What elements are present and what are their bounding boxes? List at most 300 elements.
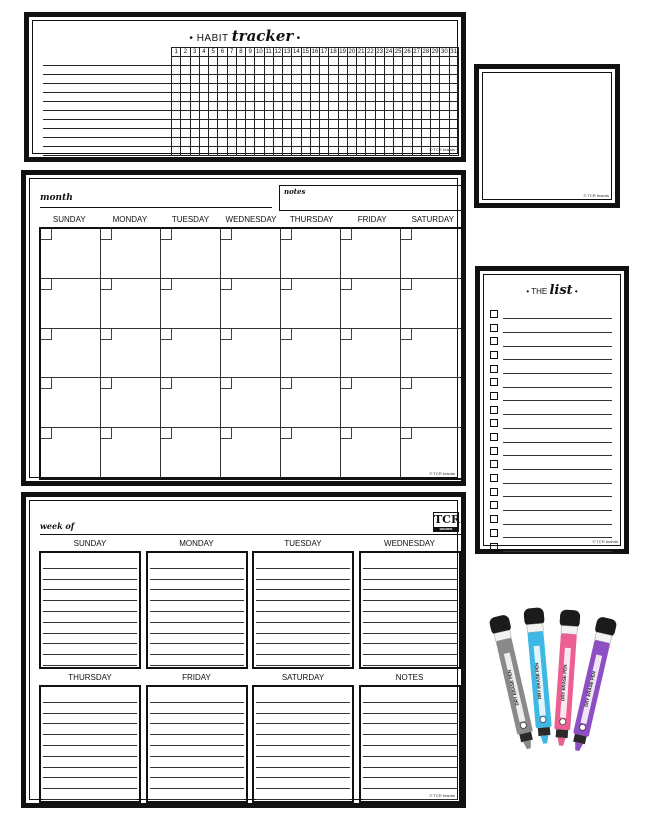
habit-check-cell (320, 111, 329, 120)
habit-day-number: 29 (431, 49, 439, 55)
habit-check-cell (311, 120, 320, 129)
habit-check-cell (450, 111, 459, 120)
writing-line (43, 703, 137, 714)
habit-check-cell (255, 102, 264, 111)
calendar-notes-label: notes (284, 187, 306, 196)
habit-check-cell (228, 138, 237, 147)
habit-day-number: 16 (311, 49, 319, 55)
habit-check-cell (422, 75, 431, 84)
marker-label-text: DRY ERASE PEN (534, 662, 543, 700)
habit-check-cell (200, 147, 209, 156)
checkbox-icon (490, 543, 498, 551)
habit-check-cell (431, 66, 440, 75)
habit-check-cell (228, 93, 237, 102)
habit-check-cell (450, 75, 459, 84)
habit-check-cell (385, 111, 394, 120)
habit-check-cell (265, 102, 274, 111)
weekly-inner-border (29, 500, 461, 800)
list-line (503, 308, 612, 319)
calendar-inner-border (29, 178, 458, 478)
habit-check-cell (302, 75, 311, 84)
habit-check-cell (366, 102, 375, 111)
habit-check-cell (246, 75, 255, 84)
calendar-day-cell (41, 378, 101, 428)
habit-day-number: 12 (274, 49, 282, 55)
habit-check-cell (385, 66, 394, 75)
calendar-day-cell (281, 329, 341, 379)
habit-check-cell (200, 111, 209, 120)
habit-check-cell (302, 93, 311, 102)
habit-title-suffix: • (296, 33, 301, 44)
habit-day-number: 30 (441, 49, 448, 55)
habit-check-cell (348, 57, 357, 66)
habit-check-cell (274, 102, 283, 111)
habit-check-cell (329, 147, 338, 156)
habit-check-cell (339, 129, 348, 138)
habit-check-cell (385, 138, 394, 147)
habit-check-cell (172, 57, 181, 66)
habit-check-cell (311, 75, 320, 84)
list-line (503, 322, 612, 333)
habit-check-cell (450, 57, 459, 66)
writing-line (256, 692, 350, 703)
writing-line (256, 590, 350, 601)
habit-check-cell (218, 66, 227, 75)
habit-check-cell (394, 120, 403, 129)
habit-check-cell (218, 147, 227, 156)
habit-check-cell (218, 138, 227, 147)
list-item (490, 430, 612, 444)
habit-check-cell (181, 138, 190, 147)
habit-check-cell (172, 102, 181, 111)
list-line (503, 486, 612, 497)
habit-check-cell (311, 138, 320, 147)
habit-day-number: 4 (200, 48, 209, 57)
weekday-label: TUESDAY (171, 215, 210, 224)
writing-line (256, 778, 350, 789)
habit-check-cell (376, 111, 385, 120)
calendar-day-cell (161, 428, 221, 478)
month-underline (40, 207, 272, 208)
habit-check-cell (413, 93, 422, 102)
habit-check-cell (255, 147, 264, 156)
habit-name-line (43, 75, 171, 84)
habit-name-line (43, 111, 171, 120)
writing-line (43, 768, 137, 779)
habit-check-cell (431, 102, 440, 111)
writing-line (363, 768, 457, 779)
writing-line (150, 644, 244, 655)
habit-check-cell (394, 93, 403, 102)
habit-check-cell (311, 57, 320, 66)
habit-check-cell (422, 120, 431, 129)
marker-logo-dot (540, 716, 547, 723)
list-item (490, 307, 612, 321)
habit-check-cell (191, 57, 200, 66)
habit-check-cell (209, 93, 218, 102)
writing-line (363, 778, 457, 789)
weekly-column (146, 673, 248, 803)
habit-check-cell (329, 75, 338, 84)
habit-check-cell (191, 129, 200, 138)
habit-check-cell (302, 66, 311, 75)
habit-check-cell (320, 93, 329, 102)
habit-day-number: 20 (348, 49, 356, 55)
calendar-day-cell (41, 428, 101, 478)
habit-check-cell (403, 129, 412, 138)
habit-check-cell (191, 93, 200, 102)
habit-check-cell (246, 84, 255, 93)
calendar-day-cell (161, 329, 221, 379)
habit-check-cell (339, 75, 348, 84)
list-item (490, 334, 612, 348)
habit-day-number: 5 (209, 48, 218, 57)
habit-check-cell (320, 66, 329, 75)
habit-day-number: 23 (376, 49, 383, 55)
writing-line (43, 778, 137, 789)
habit-check-cell (292, 75, 301, 84)
habit-check-cell (246, 129, 255, 138)
writing-line (150, 714, 244, 725)
weekday-header-row (39, 215, 463, 224)
habit-check-cell (413, 138, 422, 147)
habit-check-cell (394, 111, 403, 120)
habit-check-cell (255, 93, 264, 102)
habit-check-cell (320, 75, 329, 84)
habit-check-cell (302, 102, 311, 111)
list-line (503, 363, 612, 374)
habit-check-cell (422, 66, 431, 75)
writing-line (150, 569, 244, 580)
checklist-rows (490, 307, 612, 553)
monthly-calendar-board (21, 170, 466, 486)
habit-check-cell (376, 129, 385, 138)
habit-check-cell (422, 84, 431, 93)
the-list-board (475, 266, 629, 554)
habit-check-cell (237, 129, 246, 138)
habit-check-cell (440, 138, 449, 147)
writing-line (150, 558, 244, 569)
habit-check-cell (172, 66, 181, 75)
habit-check-cell (200, 93, 209, 102)
habit-day-number: 28 (422, 49, 430, 55)
habit-check-cell (237, 102, 246, 111)
habit-check-cell (320, 102, 329, 111)
weekly-column (39, 673, 141, 803)
writing-line (256, 757, 350, 768)
habit-day-number: 19 (339, 49, 346, 55)
habit-check-cell (329, 66, 338, 75)
writing-line (43, 655, 137, 666)
habit-check-cell (376, 57, 385, 66)
writing-line (256, 789, 350, 800)
habit-check-cell (246, 57, 255, 66)
weekday-label: MONDAY (112, 215, 148, 224)
brand-mark: © TCR brands (583, 193, 609, 198)
habit-check-cell (376, 93, 385, 102)
marker-band (527, 623, 544, 632)
calendar-day-grid (39, 227, 463, 480)
habit-name-line (43, 120, 171, 129)
habit-check-cell (413, 84, 422, 93)
habit-check-cell (181, 102, 190, 111)
habit-check-cell (228, 84, 237, 93)
writing-line (363, 558, 457, 569)
habit-check-cell (265, 138, 274, 147)
habit-check-cell (376, 138, 385, 147)
habit-check-cell (191, 111, 200, 120)
list-item (490, 375, 612, 389)
habit-check-cell (339, 84, 348, 93)
habit-check-cell (274, 138, 283, 147)
habit-check-cell (422, 93, 431, 102)
habit-check-cell (191, 102, 200, 111)
calendar-day-cell (401, 229, 461, 279)
habit-check-cell (450, 84, 459, 93)
weekly-column-header: SATURDAY (281, 673, 325, 682)
writing-line (43, 644, 137, 655)
marker-label-text: DRY ERASE PEN (583, 670, 597, 708)
habit-day-number: 24 (385, 49, 393, 55)
habit-check-cell (274, 120, 283, 129)
marker-collar (556, 729, 569, 738)
habit-check-cell (440, 57, 449, 66)
habit-check-cell (311, 147, 320, 156)
habit-check-cell (283, 120, 292, 129)
writing-line (43, 692, 137, 703)
writing-line (256, 569, 350, 580)
weekly-column-header: NOTES (395, 673, 424, 682)
marker-band (561, 625, 578, 634)
writing-line (363, 724, 457, 735)
habit-check-cell (172, 129, 181, 138)
weekly-column (359, 673, 461, 803)
habit-day-number: 15 (302, 49, 309, 55)
habit-check-cell (246, 93, 255, 102)
weekly-column-header: WEDNESDAY (384, 539, 435, 548)
habit-check-cell (265, 120, 274, 129)
habit-check-cell (440, 111, 449, 120)
habit-check-cell (218, 75, 227, 84)
habit-check-cell (339, 111, 348, 120)
list-item (490, 403, 612, 417)
habit-check-cell (265, 129, 274, 138)
habit-check-cell (209, 138, 218, 147)
habit-check-cell (255, 66, 264, 75)
habit-check-cell (366, 111, 375, 120)
habit-check-cell (339, 147, 348, 156)
checkbox-icon (490, 433, 498, 441)
habit-day-number: 18 (330, 49, 337, 55)
habit-check-cell (191, 75, 200, 84)
writing-line (363, 634, 457, 645)
habit-check-cell (181, 129, 190, 138)
checkbox-icon (490, 501, 498, 509)
habit-check-cell (274, 75, 283, 84)
calendar-day-cell (161, 378, 221, 428)
writing-line (363, 601, 457, 612)
week-of-label: week of (40, 521, 75, 531)
weekly-lined-box (252, 551, 354, 669)
dry-erase-markers-image (478, 604, 628, 764)
marker-label-text: DRY ERASE PEN (506, 669, 520, 707)
writing-line (43, 590, 137, 601)
marker-tip (540, 735, 549, 744)
habit-check-cell (181, 75, 190, 84)
calendar-day-cell (41, 279, 101, 329)
habit-check-cell (394, 57, 403, 66)
habit-check-cell (376, 84, 385, 93)
habit-check-cell (329, 102, 338, 111)
habit-check-cell (200, 102, 209, 111)
habit-check-cell (191, 66, 200, 75)
habit-check-cell (413, 75, 422, 84)
writing-line (150, 778, 244, 789)
weekly-column (146, 539, 248, 669)
writing-line (150, 601, 244, 612)
writing-line (150, 623, 244, 634)
habit-day-number: 31 (450, 49, 457, 55)
habit-day-grid (171, 47, 459, 156)
writing-line (256, 724, 350, 735)
calendar-day-cell (401, 279, 461, 329)
habit-check-cell (450, 120, 459, 129)
writing-line (43, 789, 137, 800)
habit-check-cell (283, 102, 292, 111)
calendar-day-cell (101, 329, 161, 379)
habit-check-cell (283, 138, 292, 147)
habit-check-cell (255, 57, 264, 66)
brand-mark: © TCR brands (429, 147, 455, 152)
habit-check-cell (348, 93, 357, 102)
habit-check-cell (311, 102, 320, 111)
writing-line (43, 623, 137, 634)
habit-check-cell (413, 57, 422, 66)
logo-text: TCR (434, 513, 461, 526)
habit-check-cell (181, 93, 190, 102)
habit-check-cell (348, 84, 357, 93)
habit-check-cell (302, 84, 311, 93)
writing-line (43, 757, 137, 768)
writing-line (256, 612, 350, 623)
habit-check-cell (403, 66, 412, 75)
habit-name-line (43, 66, 171, 75)
habit-check-cell (283, 57, 292, 66)
habit-check-cell (357, 111, 366, 120)
habit-check-cell (200, 66, 209, 75)
list-line (503, 514, 612, 525)
habit-check-cell (311, 66, 320, 75)
habit-check-cell (302, 129, 311, 138)
habit-check-cell (339, 93, 348, 102)
habit-check-cell (302, 138, 311, 147)
writing-line (43, 746, 137, 757)
habit-check-cell (366, 138, 375, 147)
habit-title-script: tracker (231, 27, 294, 45)
writing-line (363, 703, 457, 714)
habit-check-cell (440, 129, 449, 138)
habit-check-cell (255, 111, 264, 120)
habit-check-cell (172, 111, 181, 120)
habit-check-cell (181, 57, 190, 66)
habit-check-cell (348, 66, 357, 75)
calendar-day-cell (221, 428, 281, 478)
habit-check-cell (357, 66, 366, 75)
habit-name-line (43, 84, 171, 93)
habit-check-cell (339, 102, 348, 111)
habit-check-cell (172, 138, 181, 147)
habit-check-cell (329, 138, 338, 147)
habit-check-cell (440, 102, 449, 111)
habit-check-cell (292, 111, 301, 120)
habit-day-number: 22 (367, 49, 374, 55)
habit-check-cell (329, 93, 338, 102)
habit-check-cell (440, 66, 449, 75)
habit-check-cell (413, 66, 422, 75)
habit-check-cell (191, 84, 200, 93)
habit-check-cell (394, 75, 403, 84)
list-title-suffix: • (574, 287, 578, 296)
calendar-day-cell (221, 229, 281, 279)
habit-check-cell (292, 138, 301, 147)
habit-check-cell (431, 84, 440, 93)
calendar-day-cell (281, 229, 341, 279)
habit-check-cell (209, 57, 218, 66)
habit-check-cell (209, 102, 218, 111)
habit-check-cell (255, 129, 264, 138)
habit-check-cell (265, 147, 274, 156)
weekly-column-header: SUNDAY (73, 539, 107, 548)
checkbox-icon (490, 378, 498, 386)
weekly-column (252, 673, 354, 803)
list-item (490, 471, 612, 485)
habit-check-cell (339, 57, 348, 66)
writing-line (256, 601, 350, 612)
habit-check-cell (357, 57, 366, 66)
list-line (503, 349, 612, 360)
habit-check-cell (339, 138, 348, 147)
writing-line (256, 703, 350, 714)
habit-check-cell (403, 120, 412, 129)
checkbox-icon (490, 488, 498, 496)
brand-mark: © TCR brands (592, 539, 618, 544)
list-line (503, 459, 612, 470)
habit-check-cell (450, 138, 459, 147)
habit-check-cell (274, 129, 283, 138)
list-item (490, 458, 612, 472)
habit-name-line (43, 147, 171, 156)
marker-tip (557, 737, 566, 746)
habit-check-cell (403, 93, 412, 102)
habit-title-prefix: • HABIT (189, 33, 229, 44)
habit-check-cell (403, 138, 412, 147)
habit-check-cell (329, 111, 338, 120)
habit-check-cell (329, 129, 338, 138)
list-line (503, 418, 612, 429)
habit-check-cell (366, 84, 375, 93)
calendar-day-cell (161, 279, 221, 329)
writing-line (150, 590, 244, 601)
calendar-day-cell (341, 279, 401, 329)
list-item (490, 526, 612, 540)
writing-line (150, 580, 244, 591)
writing-line (43, 735, 137, 746)
writing-line (43, 580, 137, 591)
checkbox-icon (490, 365, 498, 373)
habit-check-cell (218, 111, 227, 120)
habit-check-cell (385, 147, 394, 156)
checkbox-icon (490, 474, 498, 482)
